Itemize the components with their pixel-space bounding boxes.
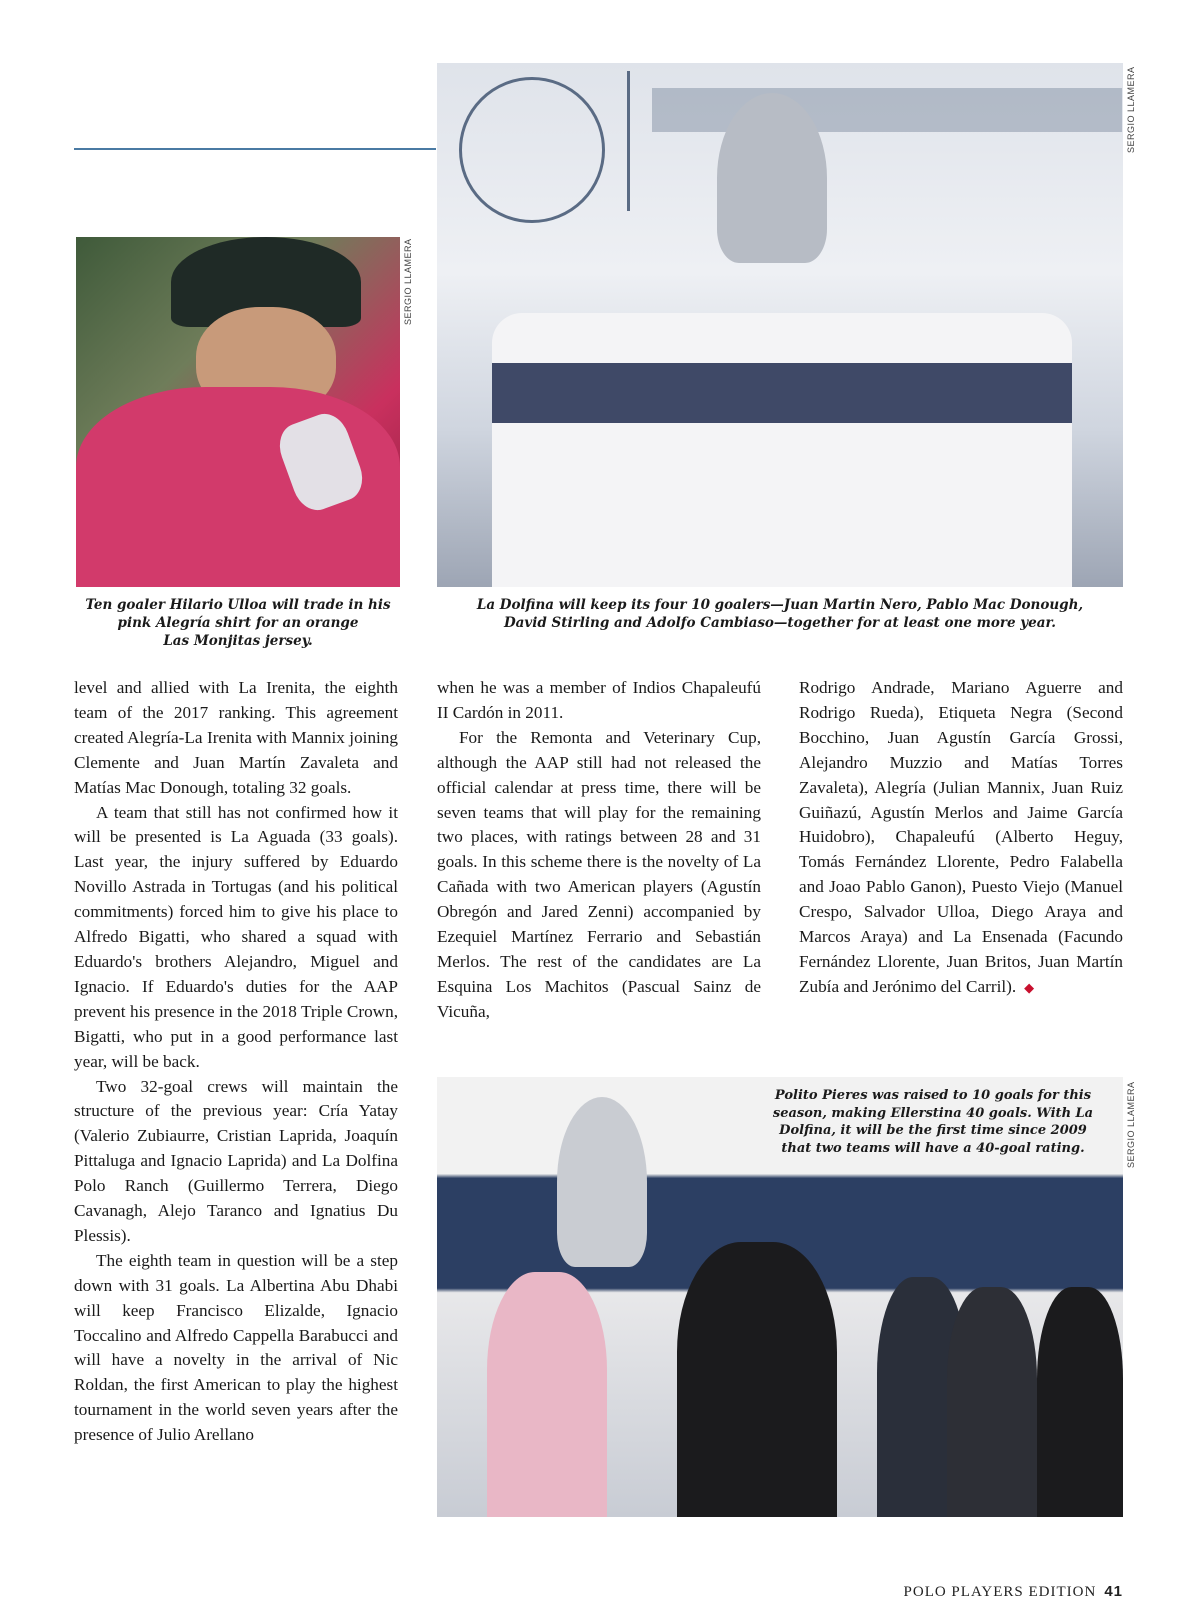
text-column-2 [437,676,761,1025]
paragraph-text: Rodrigo Andrade, Mariano Aguerre and Rodrigo Rueda), Etiqueta Negra (Second Bocchino, Juan Agustín García Grossi, Alejandro Muzzio and Matías Torres Zavaleta), Alegría (Julian Mannix, Juan Ruiz Guiñazú, Agustín Merlos and Jaime García Huidobro), Chapaleufú (Alberto Heguy, Tomás Fernández Llorente, Pedro Falabella and Joao Pablo Ganon), Puesto Viejo (Manuel Crespo, Salvador Ulloa, Diego Araya and Marcos Araya) and La Ensenada (Facundo Fernández Llorente, Juan Britos, Juan Martín Zubía and Jerónimo del Carril). [799,678,1123,996]
caption-top-line: La Dolfina will keep its four 10 goalers—Juan Martin Nero, Pablo Mac Donough, [476,597,1084,613]
players-navy-band [492,363,1072,423]
trophy-shape [557,1097,647,1267]
paragraph: when he was a member of Indios Chapaleufú II Cardón in 2011. [437,678,761,722]
photo-credit-top: SERGIO LLAMERA [1126,66,1136,153]
caption-top [437,596,1123,632]
publication-name: POLO PLAYERS EDITION [903,1584,1097,1600]
caption-bottom-line: Dolfina, it will be the first time since 2009 [779,1123,1087,1138]
page-number: 41 [1104,1583,1123,1600]
paragraph: Two 32-goal crews will maintain the structure of the previous year: Cría Yatay (Valerio Zubiaurre, Cristian Laprida, Joaquín Pittaluga and Ignacio Laprida) and La Dolfina Polo Ranch (Guillermo Terrera, Diego Cavanagh, Alejo Taranco and Ignatius Du Plessis). [74,1076,398,1245]
photo-hilario-ulloa [76,237,400,587]
caption-left-line: Las Monjitas jersey. [163,633,313,649]
caption-bottom [760,1087,1106,1157]
player-shape [1037,1287,1123,1517]
woman-pink-coat-shape [487,1272,607,1517]
text-column-3 [799,676,1123,1001]
player-jersey-shape [677,1242,837,1517]
caption-left [76,596,400,650]
trophy-shape [717,93,827,263]
paragraph: The eighth team in question will be a step down with 31 goals. La Albertina Abu Dhabi will keep Francisco Elizalde, Ignacio Toccalino and Alfredo Cappella Barabucci and will have a novelty in the arrival of Nic Roldan, the first American to play the highest tournament in the world seven years after the presence of Julio Arellano [74,1250,398,1445]
caption-left-line: pink Alegría shirt for an orange [117,615,359,631]
paragraph: For the Remonta and Veterinary Cup, although the AAP still had not released the official calendar at press time, there will be seven teams that will play for the remaining two places, with ratings between 28 and 31 goals. In this scheme there is the novelty of La Cañada with two American players (Agustín Obregón and Jared Zenni) accompanied by Ezequiel Martínez Ferrario and Sebastián Merlos. The rest of the candidates are La Esquina Los Machitos (Pascual Sainz de Vicuña, [437,727,761,1021]
caption-left-line: Ten goaler Hilario Ulloa will trade in his [85,597,391,613]
banner-title-band [652,88,1122,132]
header-rule [74,148,436,150]
text-column-1 [74,676,398,1448]
page-footer [904,1583,1123,1601]
photo-la-dolfina-trophy [437,63,1123,587]
caption-top-line: David Stirling and Adolfo Cambiaso—together for at least one more year. [503,615,1057,631]
caption-bottom-line: Polito Pieres was raised to 10 goals for this [774,1088,1092,1103]
players-shirts-shape [492,313,1072,587]
photo-credit-left: SERGIO LLAMERA [403,238,413,325]
paragraph: A team that still has not confirmed how it will be presented is La Aguada (33 goals). Last year, the injury suffered by Eduardo Novillo Astrada in Tortugas (and his political commitments) forced him to give his place to Alfredo Bigatti, who shared a squad with Eduardo's brothers Alejandro, Miguel and Ignacio. If Eduardo's duties for the AAP prevent his presence in the 2018 Triple Crown, Bigatti, who put in a good performance last year, will be back. [74,802,398,1071]
paragraph: level and allied with La Irenita, the eighth team of the 2017 ranking. This agreement created Alegría-La Irenita with Mannix joining Clemente and Juan Martín Zavaleta and Matías Mac Donough, totaling 32 goals. [74,678,398,797]
caption-bottom-line: that two teams will have a 40-goal rating. [781,1140,1085,1156]
end-mark-icon: ◆ [1024,979,1035,995]
photo-credit-bottom: SERGIO LLAMERA [1126,1081,1136,1168]
aap-seal-logo [459,77,605,223]
paragraph [799,676,1123,1001]
man-suit-shape [947,1287,1037,1517]
banner-divider [627,71,630,211]
caption-bottom-line: season, making Ellerstina 40 goals. With La [772,1105,1094,1121]
